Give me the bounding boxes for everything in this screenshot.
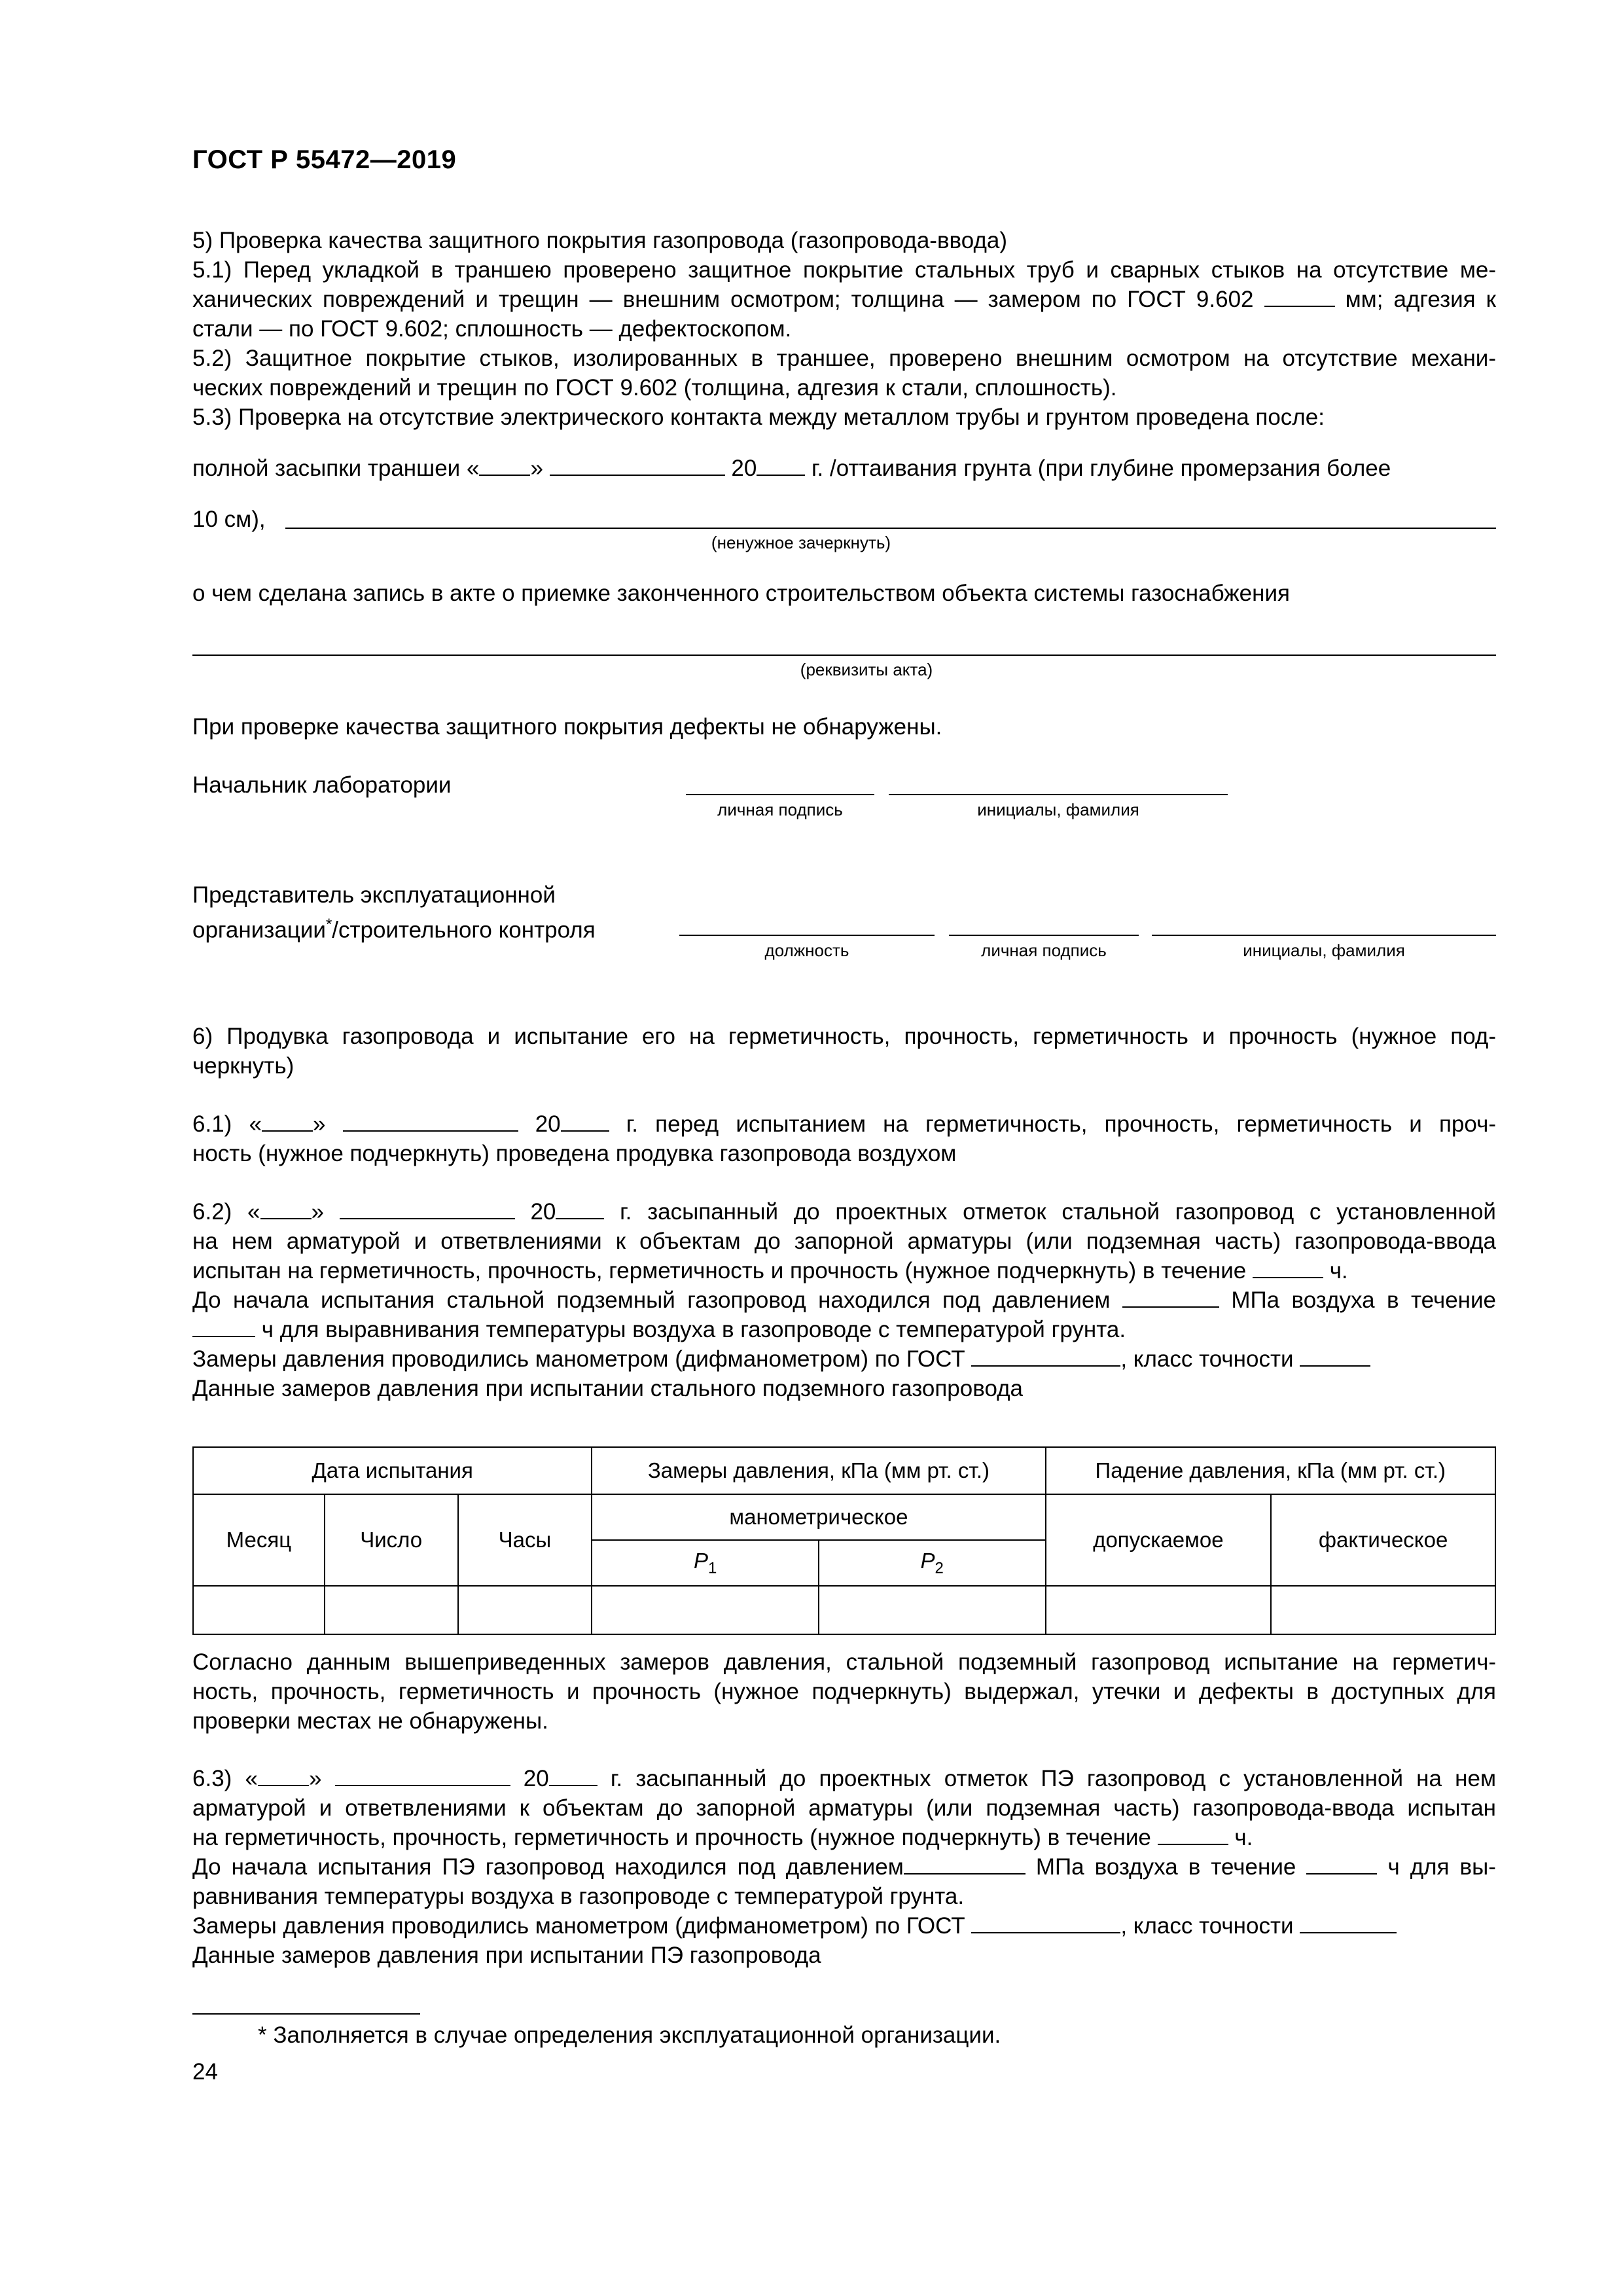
header-day: Число [325, 1494, 458, 1586]
rep-initials-caption: инициалы, фамилия [1243, 941, 1405, 960]
p63-line4: До начала испытания ПЭ газопровод находился под давлением МПа воздуха в течение ч для вы- [192, 1854, 1496, 1880]
page-number: 24 [192, 2059, 218, 2085]
header-allowed: допускаемое [1046, 1494, 1272, 1586]
p53: 5.3) Проверка на отсутствие электрического контакта между металлом трубы и грунтом проведена после: [192, 404, 1325, 430]
cell-allowed[interactable] [1046, 1586, 1272, 1634]
lab-head-label: Начальник лаборатории [192, 772, 452, 798]
cell-p2[interactable] [819, 1586, 1046, 1634]
p63-hours-blank[interactable] [1306, 1854, 1377, 1874]
p63-duration-blank[interactable] [1158, 1824, 1228, 1845]
strike-caption: (ненужное зачеркнуть) [711, 533, 891, 552]
p62-line3: испытан на герметичность, прочность, герметичность и прочность (нужное подчеркнуть) в течение ч. [192, 1258, 1348, 1283]
lab-signature-caption: личная подпись [717, 800, 843, 819]
act-caption: (реквизиты акта) [800, 660, 933, 679]
p63-pressure-blank[interactable] [904, 1854, 1026, 1874]
p61-year-blank[interactable] [561, 1111, 609, 1132]
header-p1: $P_1$ [592, 1540, 819, 1586]
pressure-data-table [192, 1446, 1496, 1635]
rep-position-line[interactable] [679, 935, 935, 936]
rep-label-line2: организации*/строительного контроля [192, 916, 596, 943]
p51-line2: ханических повреждений и трещин — внешним осмотром; толщина — замером по ГОСТ 9.602 мм; адгезия к [192, 287, 1496, 312]
p63-day-blank[interactable] [258, 1765, 309, 1786]
rep-label-line1: Представитель эксплуатационной [192, 882, 556, 908]
p62-gost-blank[interactable] [971, 1346, 1120, 1367]
header-pressure-drop: Падение давления, кПа (мм рт. ст.) [1046, 1447, 1495, 1494]
rep-signature-line[interactable] [949, 935, 1139, 936]
after-table-line1: Согласно данным вышеприведенных замеров давления, стальной подземный газопровод испытание на герметич- [192, 1649, 1496, 1675]
lab-initials-line[interactable] [889, 794, 1228, 795]
cell-hours[interactable] [458, 1586, 592, 1634]
header-hours: Часы [458, 1494, 592, 1586]
p63-line5: равнивания температуры воздуха в газопроводе с температурой грунта. [192, 1884, 965, 1909]
p61-line2: ность (нужное подчеркнуть) проведена продувка газопровода воздухом [192, 1141, 957, 1166]
p63-line6: Замеры давления проводились манометром (дифманометром) по ГОСТ , класс точности [192, 1912, 1496, 1941]
after-table-line2: ность, прочность, герметичность и прочность (нужное подчеркнуть) выдержал, утечки и дефекты в доступных для [192, 1679, 1496, 1704]
p62-class-blank[interactable] [1300, 1346, 1370, 1367]
rep-initials-line[interactable] [1152, 935, 1496, 936]
strike-blank-line[interactable] [285, 528, 1496, 529]
p51-line3: стали — по ГОСТ 9.602; сплошность — дефектоскопом. [192, 316, 792, 342]
section6-title-line1: 6) Продувка газопровода и испытание его на герметичность, прочность, герметичность и прочность (нужное под- [192, 1024, 1496, 1049]
header-manometric: манометрическое [592, 1494, 1045, 1540]
p63-month-blank[interactable] [335, 1765, 510, 1786]
section5-title: 5) Проверка качества защитного покрытия газопровода (газопровода-ввода) [192, 228, 1007, 253]
p62-line6: Замеры давления проводились манометром (дифманометром) по ГОСТ , класс точности [192, 1345, 1496, 1374]
p63-class-blank[interactable] [1300, 1912, 1397, 1933]
after-table-line3: проверки местах не обнаружены. [192, 1708, 548, 1734]
p62-duration-blank[interactable] [1253, 1257, 1323, 1278]
p63-gost-blank[interactable] [971, 1912, 1120, 1933]
rep-signature-caption: личная подпись [981, 941, 1107, 960]
p52-line1: 5.2) Защитное покрытие стыков, изолированных в траншее, проверено внешним осмотром на отсутствие механи- [192, 346, 1496, 371]
p62-line7: Данные замеров давления при испытании стального подземного газопровода [192, 1376, 1024, 1401]
p62-hours-blank[interactable] [192, 1316, 255, 1337]
section6-title-line2: черкнуть) [192, 1053, 294, 1079]
lab-signature-line[interactable] [686, 794, 874, 795]
p61-month-blank[interactable] [343, 1111, 518, 1132]
p62-year-blank[interactable] [556, 1198, 604, 1219]
p62-line4: До начала испытания стальной подземный газопровод находился под давлением МПа воздуха в течение [192, 1287, 1497, 1313]
p62-day-blank[interactable] [260, 1198, 312, 1219]
header-test-date: Дата испытания [193, 1447, 592, 1494]
thaw-line: 10 см), [192, 507, 266, 532]
p62-line5: ч для выравнивания температуры воздуха в газопроводе с температурой грунта. [192, 1316, 1496, 1344]
p51-line1: 5.1) Перед укладкой в траншею проверено защитное покрытие стальных труб и сварных стыков на отсутствие ме- [192, 257, 1496, 283]
footnote-separator [192, 2013, 420, 2015]
p63-line2: арматурой и ответвлениями к объектам до запорной арматуры (или подземная часть) газопровода-ввода испытан [192, 1795, 1496, 1821]
p62-line2: на нем арматурой и ответвлениями к объектам до запорной арматуры (или подземная часть) газопровода-ввода [192, 1229, 1496, 1254]
cell-day[interactable] [325, 1586, 458, 1634]
footnote: * Заполняется в случае определения эксплуатационной организации. [258, 2022, 1001, 2048]
day-blank[interactable] [479, 455, 530, 476]
p61-day-blank[interactable] [262, 1111, 313, 1132]
p63-year-blank[interactable] [549, 1765, 597, 1786]
header-pressure-readings: Замеры давления, кПа (мм рт. ст.) [592, 1447, 1045, 1494]
act-record-text: о чем сделана запись в акте о приемке законченного строительством объекта системы газоснабжения [192, 581, 1290, 606]
month-blank[interactable] [550, 455, 725, 476]
lab-initials-caption: инициалы, фамилия [977, 800, 1139, 819]
p62-line1: 6.2) « » 20 г. засыпанный до проектных отметок стальной газопровод с установленной [192, 1199, 1496, 1225]
p63-line7: Данные замеров давления при испытании ПЭ газопровода [192, 1943, 821, 1968]
cell-p1[interactable] [592, 1586, 819, 1634]
no-defects-text: При проверке качества защитного покрытия дефекты не обнаружены. [192, 714, 942, 740]
p62-pressure-blank[interactable] [1122, 1287, 1219, 1308]
header-p2: $P_2$ [819, 1540, 1046, 1586]
year-blank[interactable] [757, 455, 805, 476]
p63-line3: на герметичность, прочность, герметичность и прочность (нужное подчеркнуть) в течение ч. [192, 1825, 1253, 1850]
thickness-blank[interactable] [1264, 286, 1335, 307]
header-actual: фактическое [1271, 1494, 1495, 1586]
standard-number: ГОСТ Р 55472—2019 [192, 145, 457, 174]
p63-line1: 6.3) « » 20 г. засыпанный до проектных отметок ПЭ газопровод с установленной на нем [192, 1766, 1497, 1791]
backfill-line: полной засыпки траншеи « » 20 г. /оттаивания грунта (при глубине промерзания более [192, 456, 1391, 481]
act-details-line[interactable] [192, 655, 1496, 656]
p61-line1: 6.1) « » 20 г. перед испытанием на герметичность, прочность, герметичность и проч- [192, 1111, 1496, 1137]
cell-month[interactable] [193, 1586, 325, 1634]
cell-actual[interactable] [1271, 1586, 1495, 1634]
rep-position-caption: должность [764, 941, 849, 960]
header-month: Месяц [193, 1494, 325, 1586]
p62-month-blank[interactable] [340, 1198, 515, 1219]
p52-line2: ческих повреждений и трещин по ГОСТ 9.602 (толщина, адгезия к стали, сплошность). [192, 375, 1117, 401]
